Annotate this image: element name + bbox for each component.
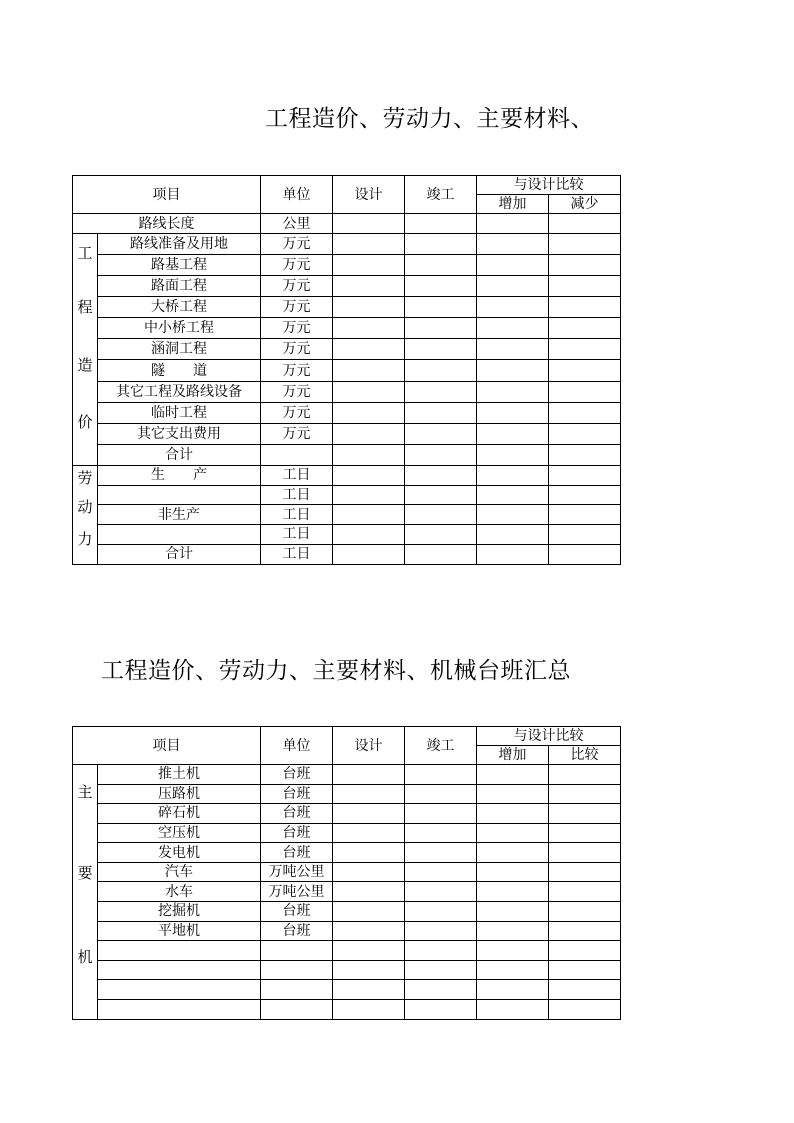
cell (477, 960, 549, 980)
cell (405, 214, 477, 234)
row-unit: 台班 (261, 901, 333, 921)
row-unit: 台班 (261, 921, 333, 941)
cell (477, 980, 549, 1000)
row-name: 其它工程及路线设备 (98, 381, 261, 402)
row-unit: 万元 (261, 402, 333, 423)
cell (549, 784, 621, 804)
cell (405, 402, 477, 423)
table-row (73, 276, 621, 297)
row-name: 路线准备及用地 (98, 234, 261, 255)
cell (549, 485, 621, 505)
cell (477, 784, 549, 804)
cell (549, 234, 621, 255)
table-row (73, 297, 621, 318)
cell (549, 423, 621, 444)
row-name: 非生产 (98, 505, 261, 525)
row-unit: 工日 (261, 544, 333, 564)
cell (405, 466, 477, 486)
table-row (73, 823, 621, 843)
row-name: 合计 (98, 444, 261, 465)
row-unit: 万元 (261, 255, 333, 276)
cell (549, 882, 621, 902)
header-design: 设计 (333, 176, 405, 214)
header-compare: 与设计比较 (477, 176, 621, 195)
cell (333, 423, 405, 444)
cell (333, 276, 405, 297)
cell (333, 466, 405, 486)
cell (549, 765, 621, 785)
cell (405, 901, 477, 921)
row-unit: 万元 (261, 318, 333, 339)
cell (477, 823, 549, 843)
row-name: 生 产 (98, 466, 261, 486)
header-increase: 增加 (477, 195, 549, 214)
cell (549, 901, 621, 921)
table-row (73, 234, 621, 255)
row-name: 碎石机 (98, 804, 261, 824)
cell (549, 255, 621, 276)
header-increase: 增加 (477, 746, 549, 765)
row-name: 路线长度 (73, 214, 261, 234)
row-name (98, 999, 261, 1019)
cell (333, 234, 405, 255)
cell (333, 297, 405, 318)
table-row (73, 402, 621, 423)
row-name: 合计 (98, 544, 261, 564)
group-label (73, 466, 98, 565)
row-name: 水车 (98, 882, 261, 902)
cell (477, 214, 549, 234)
cell (549, 381, 621, 402)
table-row (73, 999, 621, 1019)
table-row (73, 901, 621, 921)
table-row (73, 960, 621, 980)
cell (333, 784, 405, 804)
summary-table-machinery (72, 726, 621, 1020)
cell (549, 402, 621, 423)
cell (405, 804, 477, 824)
header-completed: 竣工 (405, 176, 477, 214)
cell (405, 980, 477, 1000)
row-unit: 公里 (261, 214, 333, 234)
row-name: 平地机 (98, 921, 261, 941)
table-row (73, 544, 621, 564)
table-row (73, 862, 621, 882)
cell (549, 999, 621, 1019)
page-title-summary-1: 工程造价、劳动力、主要材料、 (265, 106, 594, 132)
cell (549, 505, 621, 525)
cell (549, 276, 621, 297)
row-name: 推土机 (98, 765, 261, 785)
header-item: 项目 (73, 176, 261, 214)
cell (405, 297, 477, 318)
cell (333, 999, 405, 1019)
cell (333, 214, 405, 234)
row-unit: 万吨公里 (261, 862, 333, 882)
row-name: 压路机 (98, 784, 261, 804)
cell (477, 234, 549, 255)
cell (333, 544, 405, 564)
cell (405, 823, 477, 843)
row-unit (261, 999, 333, 1019)
cell (405, 882, 477, 902)
table-row (73, 318, 621, 339)
cell (549, 318, 621, 339)
cell (477, 485, 549, 505)
group-label-char: 程 (77, 297, 93, 316)
row-name: 中小桥工程 (98, 318, 261, 339)
group-label-char: 机 (77, 948, 93, 966)
cell (549, 466, 621, 486)
cell (477, 505, 549, 525)
group-label-char: 工 (77, 244, 93, 262)
header-compare: 与设计比较 (477, 727, 621, 746)
cell (405, 255, 477, 276)
group-label (73, 765, 98, 1020)
cell (405, 765, 477, 785)
cell (405, 941, 477, 961)
cell (549, 921, 621, 941)
header-unit: 单位 (261, 176, 333, 214)
cell (333, 823, 405, 843)
table-row (73, 485, 621, 505)
cell (333, 255, 405, 276)
table-row (73, 214, 621, 234)
table-row (73, 360, 621, 381)
row-name (98, 525, 261, 545)
cell (477, 765, 549, 785)
row-name: 隧 道 (98, 360, 261, 381)
row-unit: 万元 (261, 339, 333, 360)
cell (333, 505, 405, 525)
summary-table-cost-labor (72, 175, 621, 565)
cell (549, 941, 621, 961)
row-unit: 万吨公里 (261, 882, 333, 902)
group-label-char: 主 (77, 783, 93, 801)
cell (405, 960, 477, 980)
row-unit: 工日 (261, 505, 333, 525)
row-name (98, 980, 261, 1000)
cell (477, 318, 549, 339)
cell (549, 804, 621, 824)
table-row (73, 882, 621, 902)
table-row (73, 980, 621, 1000)
row-unit: 台班 (261, 765, 333, 785)
table-row (73, 765, 621, 785)
cell (549, 843, 621, 863)
cell (549, 339, 621, 360)
table-row (73, 784, 621, 804)
row-name: 临时工程 (98, 402, 261, 423)
cell (477, 360, 549, 381)
cell (477, 423, 549, 444)
cell (333, 444, 405, 465)
row-unit: 台班 (261, 823, 333, 843)
cell (549, 544, 621, 564)
cell (549, 823, 621, 843)
cell (405, 234, 477, 255)
header-unit: 单位 (261, 727, 333, 765)
cell (477, 297, 549, 318)
row-name: 大桥工程 (98, 297, 261, 318)
cell (333, 921, 405, 941)
row-unit: 台班 (261, 784, 333, 804)
cell (477, 999, 549, 1019)
cell (477, 882, 549, 902)
group-label-char: 要 (77, 863, 93, 882)
row-unit: 工日 (261, 525, 333, 545)
table-row (73, 505, 621, 525)
row-name: 挖掘机 (98, 901, 261, 921)
row-unit (261, 941, 333, 961)
group-label (73, 234, 98, 466)
group-label-char: 劳 (77, 469, 93, 487)
cell (549, 862, 621, 882)
cell (477, 862, 549, 882)
row-name: 发电机 (98, 843, 261, 863)
cell (333, 941, 405, 961)
cell (333, 862, 405, 882)
row-name (98, 960, 261, 980)
cell (549, 214, 621, 234)
row-unit: 万元 (261, 234, 333, 255)
table-row (73, 804, 621, 824)
row-unit: 台班 (261, 843, 333, 863)
row-name (98, 941, 261, 961)
row-unit: 万元 (261, 297, 333, 318)
cell (405, 360, 477, 381)
cell (333, 318, 405, 339)
row-unit (261, 444, 333, 465)
group-label-char: 造 (77, 355, 93, 374)
header-design: 设计 (333, 727, 405, 765)
cell (477, 276, 549, 297)
header-item: 项目 (73, 727, 261, 765)
table-row (73, 843, 621, 863)
table-row (73, 525, 621, 545)
cell (477, 444, 549, 465)
cell (549, 297, 621, 318)
cell (333, 485, 405, 505)
row-name: 路面工程 (98, 276, 261, 297)
cell (477, 525, 549, 545)
row-name: 空压机 (98, 823, 261, 843)
cell (549, 980, 621, 1000)
cell (333, 901, 405, 921)
cell (405, 485, 477, 505)
table-row (73, 444, 621, 465)
table-row (73, 941, 621, 961)
row-unit: 工日 (261, 485, 333, 505)
cell (477, 339, 549, 360)
cell (405, 381, 477, 402)
group-label-char: 价 (77, 413, 93, 432)
cell (477, 804, 549, 824)
cell (405, 525, 477, 545)
cell (477, 466, 549, 486)
row-unit: 工日 (261, 466, 333, 486)
header-compare-2: 比较 (549, 746, 621, 765)
row-unit: 万元 (261, 276, 333, 297)
cell (333, 980, 405, 1000)
row-unit: 万元 (261, 423, 333, 444)
group-label-char: 力 (77, 530, 93, 548)
cell (405, 276, 477, 297)
table-row (73, 423, 621, 444)
cell (333, 402, 405, 423)
cell (549, 525, 621, 545)
cell (405, 921, 477, 941)
cell (477, 901, 549, 921)
table-row (73, 255, 621, 276)
cell (405, 339, 477, 360)
cell (549, 444, 621, 465)
cell (333, 882, 405, 902)
row-name: 路基工程 (98, 255, 261, 276)
row-unit (261, 960, 333, 980)
row-unit: 台班 (261, 804, 333, 824)
cell (405, 544, 477, 564)
cell (405, 843, 477, 863)
row-unit: 万元 (261, 360, 333, 381)
cell (405, 318, 477, 339)
cell (477, 381, 549, 402)
table-row (73, 381, 621, 402)
cell (477, 921, 549, 941)
row-name: 汽车 (98, 862, 261, 882)
cell (405, 784, 477, 804)
cell (477, 255, 549, 276)
cell (333, 765, 405, 785)
cell (477, 941, 549, 961)
cell (333, 339, 405, 360)
table-row (73, 466, 621, 486)
cell (333, 360, 405, 381)
cell (477, 843, 549, 863)
row-name (98, 485, 261, 505)
cell (405, 423, 477, 444)
header-decrease: 减少 (549, 195, 621, 214)
cell (405, 862, 477, 882)
row-name: 其它支出费用 (98, 423, 261, 444)
header-completed: 竣工 (405, 727, 477, 765)
page-title-summary-2: 工程造价、劳动力、主要材料、机械台班汇总 (101, 658, 571, 684)
cell (477, 402, 549, 423)
group-label-char: 动 (77, 497, 93, 516)
table-row (73, 339, 621, 360)
cell (549, 360, 621, 381)
cell (333, 381, 405, 402)
cell (333, 525, 405, 545)
cell (333, 804, 405, 824)
cell (405, 444, 477, 465)
row-unit: 万元 (261, 381, 333, 402)
row-unit (261, 980, 333, 1000)
cell (405, 505, 477, 525)
table-row (73, 921, 621, 941)
cell (405, 999, 477, 1019)
row-name: 涵洞工程 (98, 339, 261, 360)
cell (549, 960, 621, 980)
cell (333, 960, 405, 980)
cell (477, 544, 549, 564)
cell (333, 843, 405, 863)
